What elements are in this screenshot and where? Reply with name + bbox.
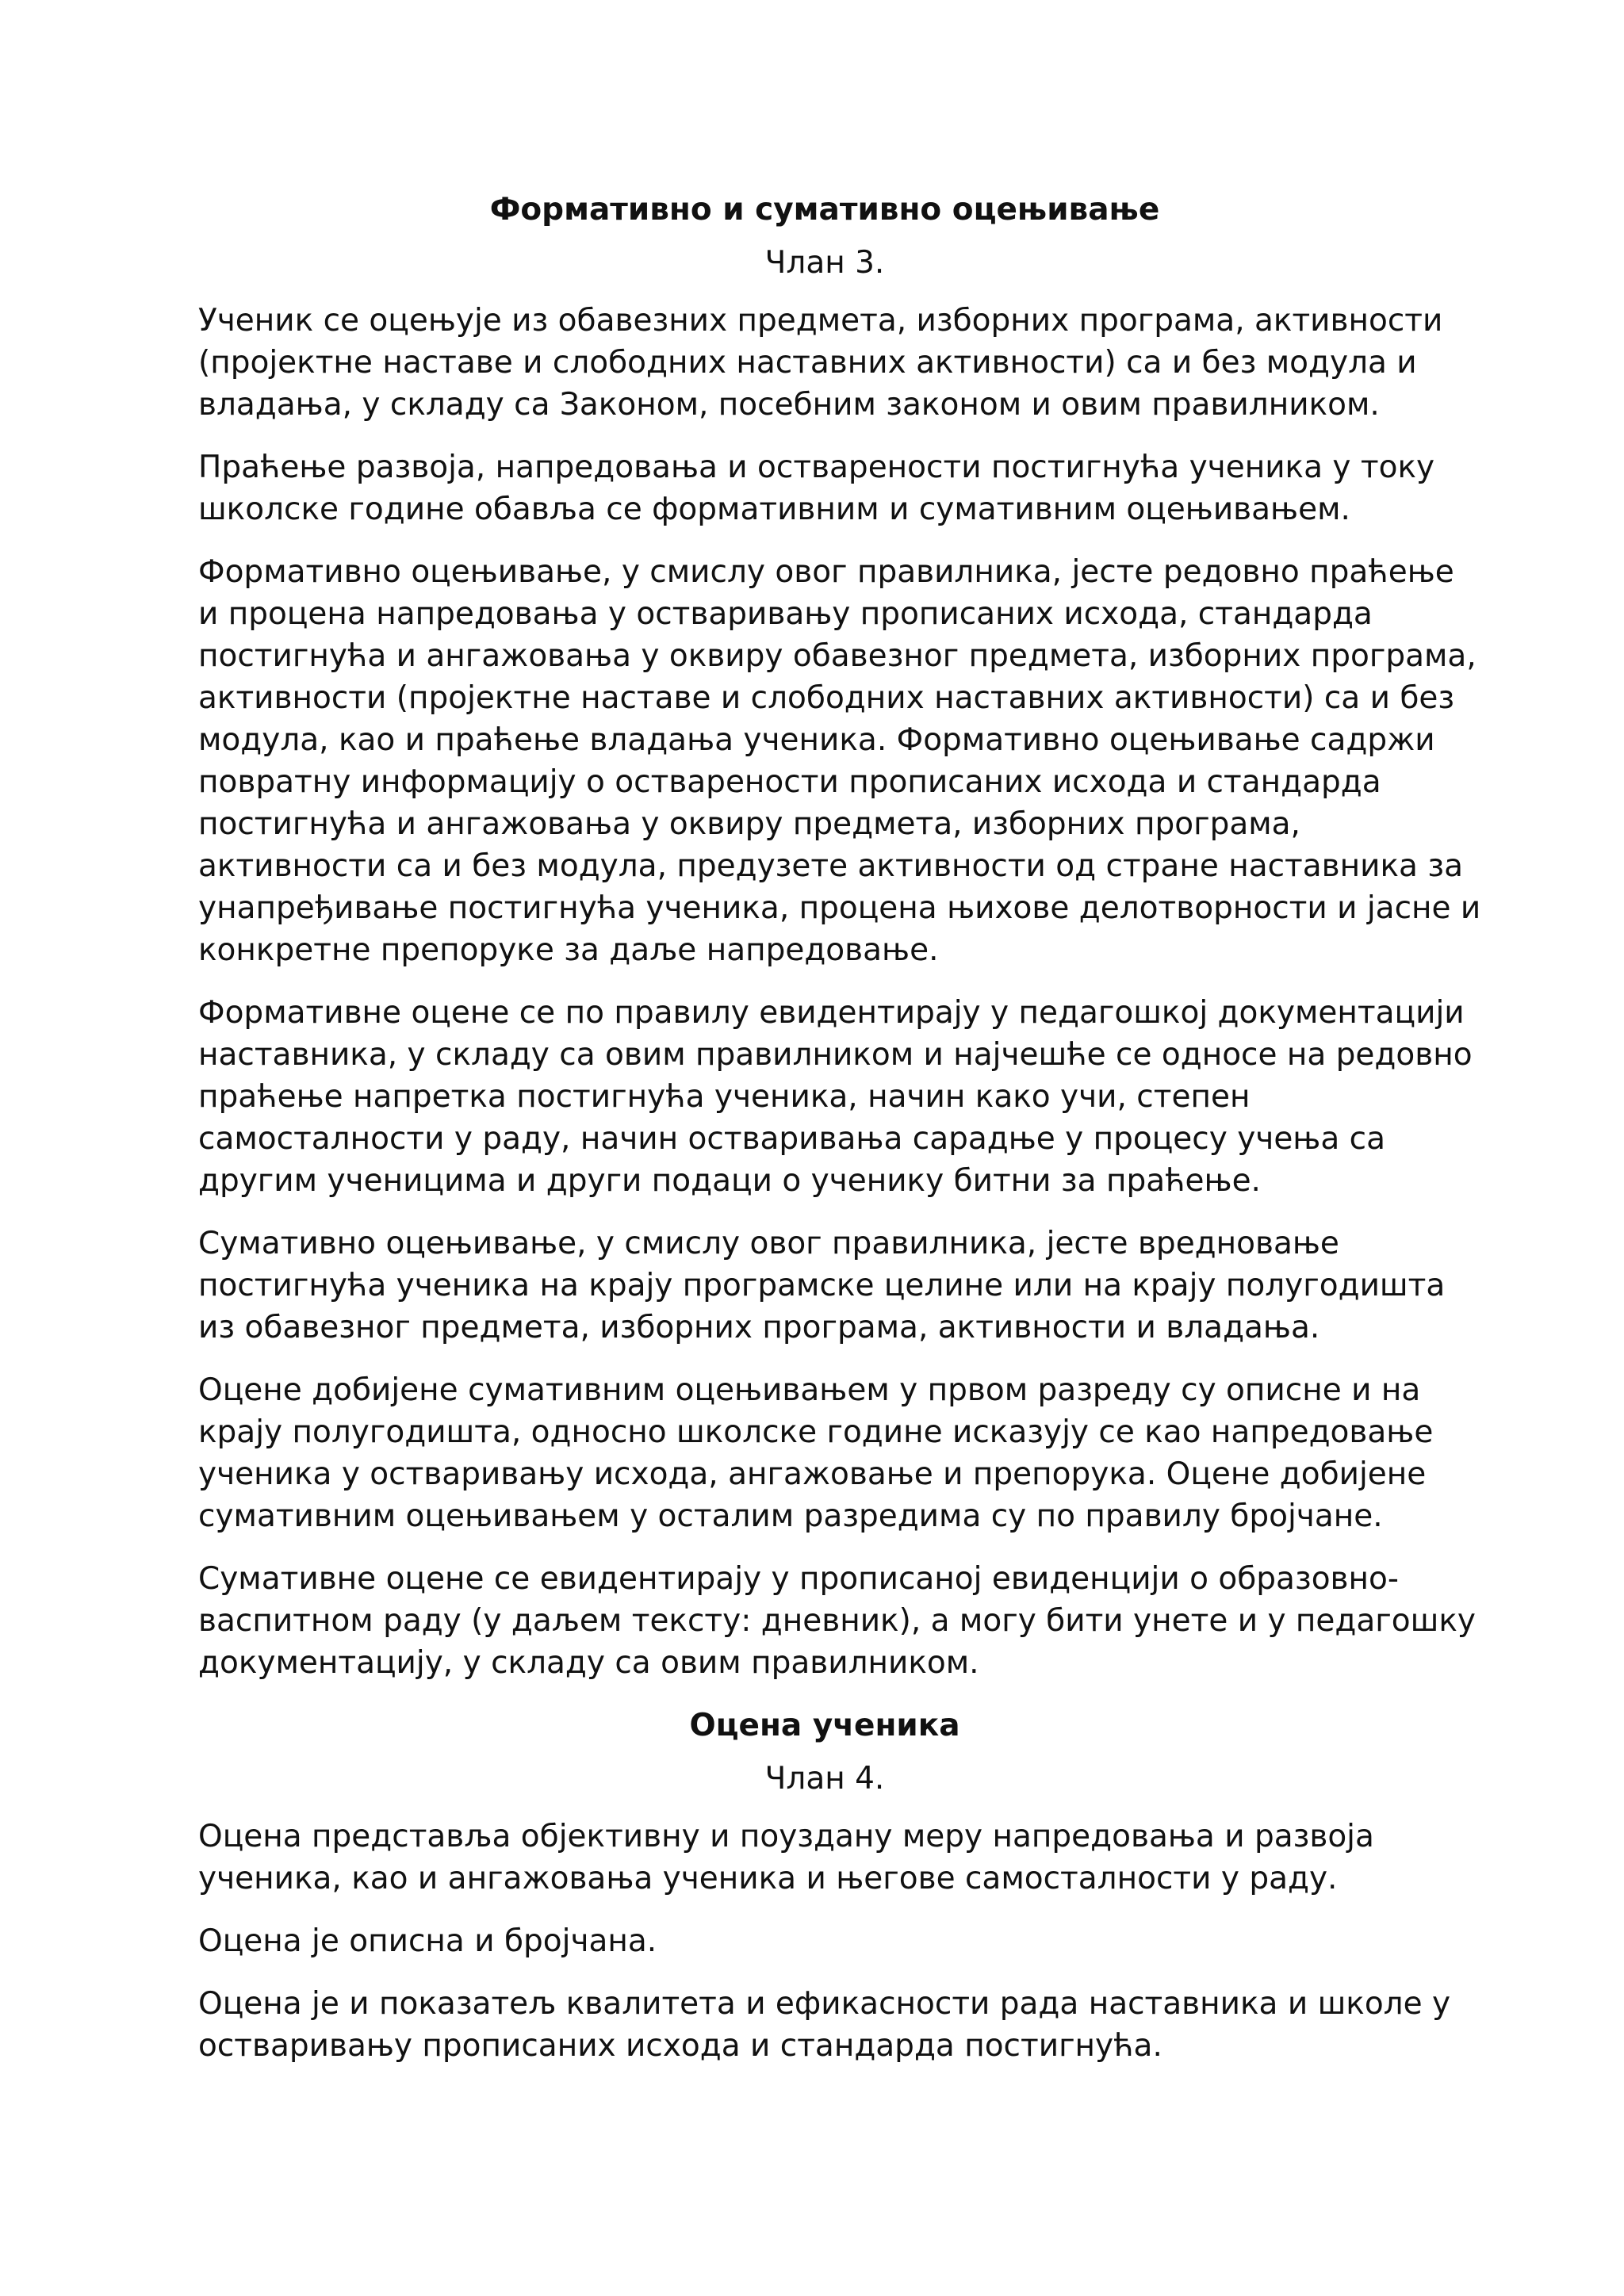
text-line: ученика, као и ангажовања ученика и његове самосталности у раду.: [198, 1861, 1338, 1896]
text-line: другим ученицима и други подаци о ученику битни за праћење.: [198, 1163, 1261, 1199]
text-line: Оцена представља објективну и поуздану меру напредовања и развоја: [198, 1819, 1374, 1854]
document-page: [198, 189, 1481, 2087]
section-student-grade: [198, 1705, 1451, 2067]
text-line: постигнућа и ангажовања у оквиру предмета, изборних програма,: [198, 806, 1300, 842]
text-line: праћење напретка постигнућа ученика, начин како учи, степен: [198, 1079, 1251, 1115]
text-line: и процена напредовања у остваривању прописаних исхода, стандарда: [198, 596, 1373, 632]
paragraph: [198, 1223, 1451, 1349]
text-line: Формативне оцене се по правилу евидентирају у педагошкој документацији: [198, 995, 1465, 1031]
paragraph: [198, 1920, 1451, 1962]
text-line: модула, као и праћење владања ученика. Формативно оцењивање садржи: [198, 722, 1435, 758]
section-heading: Формативно и сумативно оцењивање: [489, 192, 1160, 228]
paragraph: [198, 1816, 1451, 1900]
text-line: ученика у остваривању исхода, ангажовање и препорука. Оцене добијене: [198, 1456, 1427, 1492]
text-line: Оцена је описна и бројчана.: [198, 1923, 657, 1959]
text-line: из обавезног предмета, изборних програма, активности и владања.: [198, 1310, 1320, 1345]
section-formative-summative: [198, 189, 1481, 1684]
text-line: наставника, у складу са овим правилником и најчешће се односе на редовно: [198, 1037, 1473, 1073]
text-line: (пројектне наставе и слободних наставних активности) са и без модула и: [198, 345, 1417, 381]
text-line: школске године обавља се формативним и сумативним оцењивањем.: [198, 492, 1350, 527]
section-heading: Оцена ученика: [689, 1708, 960, 1743]
text-line: унапређивање постигнућа ученика, процена њихове делотворности и јасне и: [198, 890, 1481, 926]
paragraph: [198, 551, 1481, 971]
text-line: Оцена је и показатељ квалитета и ефикасности рада наставника и школе у: [198, 1986, 1451, 2022]
text-line: владања, у складу са Законом, посебним законом и овим правилником.: [198, 387, 1380, 423]
text-line: Ученик се оцењује из обавезних предмета, изборних програма, активности: [198, 303, 1443, 339]
text-line: конкретне препоруке за даље напредовање.: [198, 932, 939, 968]
article-number: Члан 4.: [764, 1761, 885, 1797]
paragraph: [198, 1983, 1451, 2067]
text-line: постигнућа и ангажовања у оквиру обавезног предмета, изборних програма,: [198, 638, 1477, 674]
text-line: документацију, у складу са овим правилником.: [198, 1645, 979, 1681]
text-line: Сумативне оцене се евидентирају у прописаној евиденцији о образовно-: [198, 1561, 1399, 1597]
text-line: постигнућа ученика на крају програмске целине или на крају полугодишта: [198, 1268, 1446, 1303]
text-line: Оцене добијене сумативним оцењивањем у првом разреду су описне и на: [198, 1372, 1421, 1408]
text-line: сумативним оцењивањем у осталим разредима су по правилу бројчане.: [198, 1498, 1383, 1534]
text-line: остваривању прописаних исхода и стандарда постигнућа.: [198, 2028, 1162, 2064]
article-number: Члан 3.: [764, 245, 885, 281]
text-line: активности са и без модула, предузете активности од стране наставника за: [198, 848, 1463, 884]
text-line: Формативно оцењивање, у смислу овог правилника, јесте редовно праћење: [198, 554, 1454, 590]
paragraph: [198, 1558, 1476, 1684]
text-line: Сумативно оцењивање, у смислу овог правилника, јесте вредновање: [198, 1226, 1339, 1261]
text-line: васпитном раду (у даљем тексту: дневник), а могу бити унете и у педагошку: [198, 1603, 1476, 1639]
paragraph: [198, 992, 1473, 1202]
text-line: повратну информацију о остварености прописаних исхода и стандарда: [198, 764, 1381, 800]
text-line: Праћење развоја, напредовања и остварености постигнућа ученика у току: [198, 450, 1435, 485]
paragraph: [198, 1369, 1451, 1537]
paragraph: [198, 300, 1451, 426]
text-line: крају полугодишта, односно школске године исказују се као напредовање: [198, 1414, 1434, 1450]
text-line: самосталности у раду, начин остваривања сарадње у процесу учења са: [198, 1121, 1385, 1157]
paragraph: [198, 446, 1451, 530]
text-line: активности (пројектне наставе и слободних наставних активности) са и без: [198, 680, 1455, 716]
